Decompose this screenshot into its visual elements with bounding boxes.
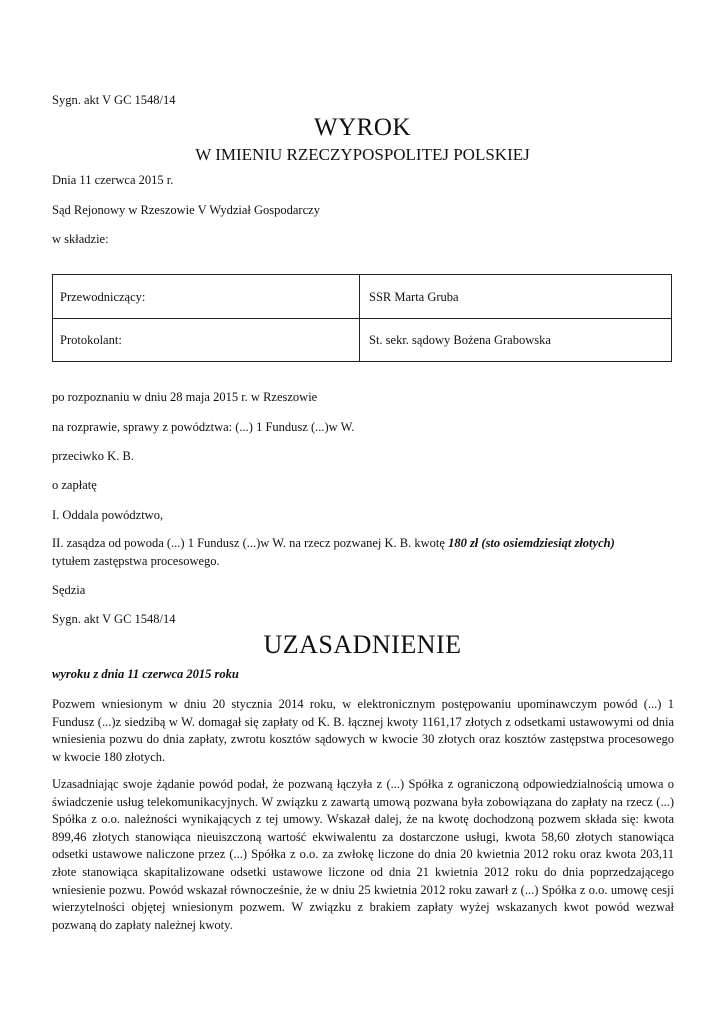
verdict-point-2-cont: tytułem zastępstwa procesowego.	[52, 554, 220, 568]
paragraph-1: Pozwem wniesionym w dniu 20 stycznia 2014 roku, w elektronicznym postępowaniu upominawczym powód (...) 1 Fundusz (...)z siedzibą w W. domagał się zapłaty od K. B. łącznej kwoty 1161,17 złotych z odsetkami ustawowymi od dnia wniesienia pozwu do dnia zapłaty, zwrotu kosztów sądowych w kwocie 30 złotych oraz kosztów zastępstwa procesowego w kwocie 180 złotych.	[52, 697, 674, 764]
hearing-line: po rozpoznaniu w dniu 28 maja 2015 r. w Rzeszowie	[52, 390, 318, 404]
verdict-point-1: I. Oddala powództwo,	[52, 508, 164, 522]
panel-role: Protokolant:	[60, 333, 122, 347]
awarded-amount: 180 zł (sto osiemdziesiąt złotych)	[448, 536, 615, 550]
verdict-title: WYROK	[314, 114, 411, 141]
subject-line: o zapłatę	[52, 478, 97, 492]
verdict-point-2	[52, 536, 615, 551]
verdict-subtitle: W IMIENIU RZECZYPOSPOLITEJ POLSKIEJ	[195, 145, 530, 164]
judge-signature-label: Sędzia	[52, 583, 86, 597]
defendant-line: przeciwko K. B.	[52, 449, 134, 463]
court-name: Sąd Rejonowy w Rzeszowie V Wydział Gospodarczy	[52, 203, 320, 217]
justification-subtitle: wyroku z dnia 11 czerwca 2015 roku	[52, 667, 239, 681]
justification-title: UZASADNIENIE	[263, 630, 462, 659]
case-reference: Sygn. akt V GC 1548/14	[52, 93, 176, 107]
composition-label: w składzie:	[52, 232, 109, 246]
table-row	[53, 318, 671, 361]
verdict-date: Dnia 11 czerwca 2015 r.	[52, 173, 174, 187]
verdict-point-2-text: II. zasądza od powoda (...) 1 Fundusz (...)w W. na rzecz pozwanej K. B. kwotę	[52, 536, 449, 550]
panel-name: St. sekr. sądowy Bożena Grabowska	[369, 333, 551, 347]
panel-role: Przewodniczący:	[60, 290, 146, 304]
court-panel-table	[52, 274, 672, 362]
case-line: na rozprawie, sprawy z powództwa: (...) 1 Fundusz (...)w W.	[52, 420, 355, 434]
case-reference-2: Sygn. akt V GC 1548/14	[52, 612, 176, 626]
paragraph-2: Uzasadniając swoje żądanie powód podał, że pozwaną łączyła z (...) Spółka z ograniczoną odpowiedzialnością umowa o świadczenie usług telekomunikacyjnych. W związku z zawartą umową pozwana była zobowiązana do zapłaty na rzecz (...) Spółka z o.o. należności wynikających z tej umowy. Wskazał dalej, że na kwotę dochodzoną pozwem składa się: kwota 899,46 złotych stanowiąca nieuiszczoną wartość ekwiwalentu za dostarczone usługi, kwota 58,60 złotych stanowiąca odsetki ustawowe naliczone przez (...) Spółka z o.o. za zwłokę liczone do dnia 20 kwietnia 2012 roku oraz kwota 203,11 złote stanowiąca skapitalizowane odsetki ustawowe liczone od dnia 21 kwietnia 2012 roku do dnia poprzedzającego wniesienie pozwu. Powód wskazał równocześnie, że w dniu 25 kwietnia 2012 roku zawarł z (...) Spółka z o.o. umowę cesji wierzytelności objętej wniesionym pozwem. W związku z brakiem zapłaty wyżej wskazanych kwot powód wezwał pozwaną do zapłaty należnej kwoty.	[52, 777, 674, 932]
panel-name: SSR Marta Gruba	[369, 290, 459, 304]
table-row	[53, 275, 671, 319]
